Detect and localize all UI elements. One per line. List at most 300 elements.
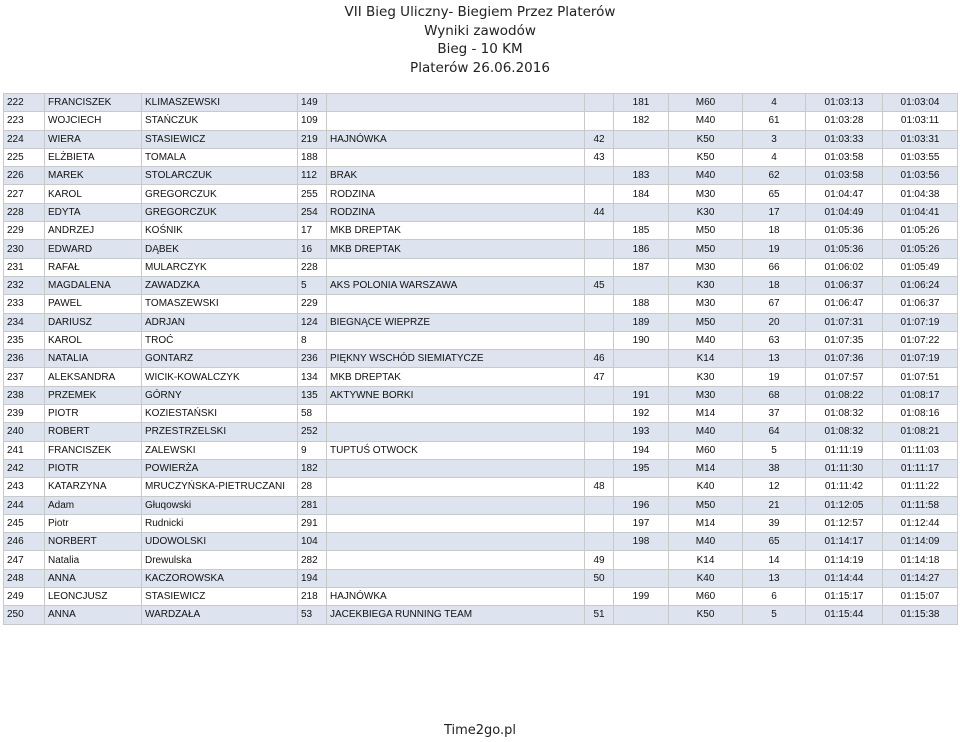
category-place-cell: 62 [743, 167, 806, 185]
gun-time-cell: 01:03:13 [806, 94, 883, 112]
last-name-cell: DĄBEK [142, 240, 298, 258]
women-place-cell: 45 [585, 276, 614, 294]
bib-number-cell: 228 [298, 258, 327, 276]
last-name-cell: TOMASZEWSKI [142, 295, 298, 313]
last-name-cell: Głuqowski [142, 496, 298, 514]
last-name-cell: KLIMASZEWSKI [142, 94, 298, 112]
table-row [4, 496, 958, 514]
place-cell: 231 [4, 258, 45, 276]
place-cell: 249 [4, 588, 45, 606]
net-time-cell: 01:11:22 [883, 478, 958, 496]
category-cell: M60 [669, 94, 743, 112]
table-row [4, 295, 958, 313]
bib-number-cell: 124 [298, 313, 327, 331]
first-name-cell: NORBERT [45, 533, 142, 551]
club-cell [327, 331, 585, 349]
category-place-cell: 13 [743, 569, 806, 587]
gun-time-cell: 01:07:35 [806, 331, 883, 349]
last-name-cell: MRUCZYŃSKA-PIETRUCZANI [142, 478, 298, 496]
bib-number-cell: 236 [298, 350, 327, 368]
place-cell: 233 [4, 295, 45, 313]
first-name-cell: EDYTA [45, 203, 142, 221]
first-name-cell: LEONCJUSZ [45, 588, 142, 606]
first-name-cell: PIOTR [45, 459, 142, 477]
open-place-cell [614, 130, 669, 148]
gun-time-cell: 01:06:37 [806, 276, 883, 294]
club-cell [327, 423, 585, 441]
gun-time-cell: 01:06:02 [806, 258, 883, 276]
open-place-cell: 189 [614, 313, 669, 331]
place-cell: 236 [4, 350, 45, 368]
bib-number-cell: 282 [298, 551, 327, 569]
open-place-cell [614, 368, 669, 386]
club-cell [327, 459, 585, 477]
table-row [4, 331, 958, 349]
club-cell [327, 569, 585, 587]
bib-number-cell: 28 [298, 478, 327, 496]
last-name-cell: Drewulska [142, 551, 298, 569]
club-cell: RODZINA [327, 203, 585, 221]
women-place-cell [585, 258, 614, 276]
open-place-cell: 185 [614, 222, 669, 240]
category-cell: K14 [669, 350, 743, 368]
gun-time-cell: 01:11:19 [806, 441, 883, 459]
women-place-cell [585, 112, 614, 130]
event-title: VII Bieg Uliczny- Biegiem Przez Platerów [344, 4, 616, 20]
net-time-cell: 01:08:16 [883, 405, 958, 423]
place-cell: 240 [4, 423, 45, 441]
women-place-cell [585, 423, 614, 441]
net-time-cell: 01:08:21 [883, 423, 958, 441]
women-place-cell [585, 459, 614, 477]
gun-time-cell: 01:12:05 [806, 496, 883, 514]
table-row [4, 276, 958, 294]
women-place-cell [585, 533, 614, 551]
women-place-cell [585, 405, 614, 423]
table-row [4, 313, 958, 331]
category-place-cell: 19 [743, 240, 806, 258]
club-cell [327, 94, 585, 112]
net-time-cell: 01:06:24 [883, 276, 958, 294]
net-time-cell: 01:05:26 [883, 222, 958, 240]
category-cell: K50 [669, 148, 743, 166]
category-place-cell: 68 [743, 386, 806, 404]
net-time-cell: 01:07:51 [883, 368, 958, 386]
first-name-cell: FRANCISZEK [45, 94, 142, 112]
bib-number-cell: 9 [298, 441, 327, 459]
bib-number-cell: 194 [298, 569, 327, 587]
results-header [0, 0, 960, 77]
category-cell: M40 [669, 533, 743, 551]
last-name-cell: PRZESTRZELSKI [142, 423, 298, 441]
open-place-cell: 198 [614, 533, 669, 551]
place-cell: 238 [4, 386, 45, 404]
last-name-cell: UDOWOLSKI [142, 533, 298, 551]
women-place-cell [585, 588, 614, 606]
women-place-cell: 42 [585, 130, 614, 148]
table-row [4, 405, 958, 423]
place-cell: 229 [4, 222, 45, 240]
place-cell: 227 [4, 185, 45, 203]
net-time-cell: 01:14:09 [883, 533, 958, 551]
first-name-cell: ANNA [45, 606, 142, 624]
category-place-cell: 17 [743, 203, 806, 221]
last-name-cell: GREGORCZUK [142, 203, 298, 221]
gun-time-cell: 01:03:58 [806, 167, 883, 185]
bib-number-cell: 104 [298, 533, 327, 551]
bib-number-cell: 255 [298, 185, 327, 203]
category-cell: M14 [669, 514, 743, 532]
bib-number-cell: 109 [298, 112, 327, 130]
open-place-cell [614, 148, 669, 166]
category-cell: M50 [669, 240, 743, 258]
club-cell: AKS POLONIA WARSZAWA [327, 276, 585, 294]
open-place-cell: 191 [614, 386, 669, 404]
open-place-cell: 181 [614, 94, 669, 112]
category-place-cell: 4 [743, 94, 806, 112]
bib-number-cell: 182 [298, 459, 327, 477]
net-time-cell: 01:11:17 [883, 459, 958, 477]
category-place-cell: 65 [743, 533, 806, 551]
first-name-cell: Adam [45, 496, 142, 514]
women-place-cell [585, 167, 614, 185]
open-place-cell: 182 [614, 112, 669, 130]
open-place-cell: 193 [614, 423, 669, 441]
last-name-cell: STASIEWICZ [142, 588, 298, 606]
bib-number-cell: 254 [298, 203, 327, 221]
category-place-cell: 63 [743, 331, 806, 349]
women-place-cell [585, 240, 614, 258]
last-name-cell: ADRJAN [142, 313, 298, 331]
place-cell: 243 [4, 478, 45, 496]
gun-time-cell: 01:15:17 [806, 588, 883, 606]
net-time-cell: 01:03:31 [883, 130, 958, 148]
bib-number-cell: 218 [298, 588, 327, 606]
table-row [4, 222, 958, 240]
category-place-cell: 61 [743, 112, 806, 130]
women-place-cell [585, 386, 614, 404]
open-place-cell: 184 [614, 185, 669, 203]
net-time-cell: 01:11:03 [883, 441, 958, 459]
net-time-cell: 01:15:07 [883, 588, 958, 606]
open-place-cell: 196 [614, 496, 669, 514]
category-place-cell: 3 [743, 130, 806, 148]
category-cell: M14 [669, 459, 743, 477]
gun-time-cell: 01:11:30 [806, 459, 883, 477]
table-row [4, 423, 958, 441]
bib-number-cell: 252 [298, 423, 327, 441]
last-name-cell: KOZIESTAŃSKI [142, 405, 298, 423]
place-cell: 225 [4, 148, 45, 166]
net-time-cell: 01:05:49 [883, 258, 958, 276]
category-place-cell: 18 [743, 276, 806, 294]
gun-time-cell: 01:05:36 [806, 222, 883, 240]
first-name-cell: PIOTR [45, 405, 142, 423]
category-cell: M30 [669, 185, 743, 203]
place-cell: 250 [4, 606, 45, 624]
net-time-cell: 01:11:58 [883, 496, 958, 514]
open-place-cell: 190 [614, 331, 669, 349]
gun-time-cell: 01:04:49 [806, 203, 883, 221]
open-place-cell: 187 [614, 258, 669, 276]
category-cell: M30 [669, 258, 743, 276]
last-name-cell: POWIERŻA [142, 459, 298, 477]
net-time-cell: 01:06:37 [883, 295, 958, 313]
table-row [4, 368, 958, 386]
place-cell: 241 [4, 441, 45, 459]
net-time-cell: 01:04:41 [883, 203, 958, 221]
last-name-cell: MULARCZYK [142, 258, 298, 276]
category-place-cell: 12 [743, 478, 806, 496]
table-row [4, 240, 958, 258]
club-cell: AKTYWNE BORKI [327, 386, 585, 404]
table-row [4, 167, 958, 185]
bib-number-cell: 134 [298, 368, 327, 386]
place-cell: 244 [4, 496, 45, 514]
category-place-cell: 13 [743, 350, 806, 368]
results-table [3, 93, 958, 625]
category-place-cell: 65 [743, 185, 806, 203]
women-place-cell [585, 331, 614, 349]
gun-time-cell: 01:08:22 [806, 386, 883, 404]
last-name-cell: KOŚNIK [142, 222, 298, 240]
first-name-cell: PAWEL [45, 295, 142, 313]
table-row [4, 606, 958, 624]
first-name-cell: WOJCIECH [45, 112, 142, 130]
last-name-cell: TOMALA [142, 148, 298, 166]
open-place-cell [614, 350, 669, 368]
bib-number-cell: 188 [298, 148, 327, 166]
category-cell: K30 [669, 368, 743, 386]
category-cell: M40 [669, 331, 743, 349]
women-place-cell: 48 [585, 478, 614, 496]
first-name-cell: ELŻBIETA [45, 148, 142, 166]
table-row [4, 203, 958, 221]
bib-number-cell: 112 [298, 167, 327, 185]
open-place-cell [614, 606, 669, 624]
bib-number-cell: 16 [298, 240, 327, 258]
gun-time-cell: 01:11:42 [806, 478, 883, 496]
bib-number-cell: 281 [298, 496, 327, 514]
category-cell: K50 [669, 606, 743, 624]
open-place-cell: 197 [614, 514, 669, 532]
table-row [4, 112, 958, 130]
place-cell: 245 [4, 514, 45, 532]
first-name-cell: ROBERT [45, 423, 142, 441]
women-place-cell: 43 [585, 148, 614, 166]
last-name-cell: TROĆ [142, 331, 298, 349]
net-time-cell: 01:14:27 [883, 569, 958, 587]
table-row [4, 514, 958, 532]
table-row [4, 478, 958, 496]
last-name-cell: STOLARCZUK [142, 167, 298, 185]
results-subtitle: Wyniki zawodów [424, 22, 536, 39]
category-place-cell: 6 [743, 588, 806, 606]
last-name-cell: Rudnicki [142, 514, 298, 532]
category-cell: K14 [669, 551, 743, 569]
place-cell: 246 [4, 533, 45, 551]
last-name-cell: WICIK-KOWALCZYK [142, 368, 298, 386]
women-place-cell: 49 [585, 551, 614, 569]
net-time-cell: 01:04:38 [883, 185, 958, 203]
open-place-cell [614, 276, 669, 294]
table-row [4, 569, 958, 587]
category-place-cell: 66 [743, 258, 806, 276]
club-cell [327, 405, 585, 423]
place-cell: 247 [4, 551, 45, 569]
net-time-cell: 01:07:19 [883, 350, 958, 368]
bib-number-cell: 149 [298, 94, 327, 112]
table-row [4, 258, 958, 276]
gun-time-cell: 01:08:32 [806, 405, 883, 423]
category-cell: M50 [669, 496, 743, 514]
category-place-cell: 37 [743, 405, 806, 423]
women-place-cell: 46 [585, 350, 614, 368]
women-place-cell: 44 [585, 203, 614, 221]
club-cell [327, 112, 585, 130]
women-place-cell: 51 [585, 606, 614, 624]
net-time-cell: 01:12:44 [883, 514, 958, 532]
table-row [4, 551, 958, 569]
category-place-cell: 4 [743, 148, 806, 166]
first-name-cell: Piotr [45, 514, 142, 532]
last-name-cell: STAŃCZUK [142, 112, 298, 130]
last-name-cell: KACZOROWSKA [142, 569, 298, 587]
gun-time-cell: 01:03:33 [806, 130, 883, 148]
net-time-cell: 01:03:55 [883, 148, 958, 166]
place-cell: 234 [4, 313, 45, 331]
last-name-cell: ZALEWSKI [142, 441, 298, 459]
bib-number-cell: 53 [298, 606, 327, 624]
category-cell: M14 [669, 405, 743, 423]
place-cell: 242 [4, 459, 45, 477]
category-place-cell: 20 [743, 313, 806, 331]
net-time-cell: 01:15:38 [883, 606, 958, 624]
open-place-cell: 195 [614, 459, 669, 477]
category-cell: M40 [669, 423, 743, 441]
place-cell: 239 [4, 405, 45, 423]
gun-time-cell: 01:14:44 [806, 569, 883, 587]
category-place-cell: 14 [743, 551, 806, 569]
place-cell: 248 [4, 569, 45, 587]
club-cell: BRAK [327, 167, 585, 185]
net-time-cell: 01:14:18 [883, 551, 958, 569]
women-place-cell [585, 222, 614, 240]
women-place-cell: 47 [585, 368, 614, 386]
table-row [4, 185, 958, 203]
place-cell: 237 [4, 368, 45, 386]
table-row [4, 350, 958, 368]
event-place-date: Platerów 26.06.2016 [410, 59, 550, 76]
category-cell: K30 [669, 203, 743, 221]
net-time-cell: 01:05:26 [883, 240, 958, 258]
category-cell: K30 [669, 276, 743, 294]
gun-time-cell: 01:07:31 [806, 313, 883, 331]
first-name-cell: ALEKSANDRA [45, 368, 142, 386]
first-name-cell: EDWARD [45, 240, 142, 258]
gun-time-cell: 01:03:28 [806, 112, 883, 130]
club-cell: BIEGNĄCE WIEPRZE [327, 313, 585, 331]
women-place-cell [585, 185, 614, 203]
category-cell: M30 [669, 295, 743, 313]
open-place-cell: 183 [614, 167, 669, 185]
first-name-cell: KATARZYNA [45, 478, 142, 496]
first-name-cell: DARIUSZ [45, 313, 142, 331]
place-cell: 230 [4, 240, 45, 258]
place-cell: 223 [4, 112, 45, 130]
bib-number-cell: 291 [298, 514, 327, 532]
last-name-cell: GÓRNY [142, 386, 298, 404]
gun-time-cell: 01:07:57 [806, 368, 883, 386]
club-cell [327, 533, 585, 551]
club-cell: MKB DREPTAK [327, 240, 585, 258]
club-cell [327, 478, 585, 496]
gun-time-cell: 01:14:17 [806, 533, 883, 551]
category-place-cell: 18 [743, 222, 806, 240]
club-cell [327, 496, 585, 514]
category-place-cell: 5 [743, 441, 806, 459]
category-cell: M40 [669, 167, 743, 185]
net-time-cell: 01:03:04 [883, 94, 958, 112]
category-cell: M50 [669, 222, 743, 240]
category-place-cell: 64 [743, 423, 806, 441]
category-cell: M40 [669, 112, 743, 130]
first-name-cell: MAGDALENA [45, 276, 142, 294]
net-time-cell: 01:08:17 [883, 386, 958, 404]
club-cell [327, 551, 585, 569]
open-place-cell [614, 551, 669, 569]
table-row [4, 386, 958, 404]
club-cell: RODZINA [327, 185, 585, 203]
category-place-cell: 67 [743, 295, 806, 313]
open-place-cell: 194 [614, 441, 669, 459]
bib-number-cell: 229 [298, 295, 327, 313]
category-place-cell: 5 [743, 606, 806, 624]
category-cell: M60 [669, 441, 743, 459]
bib-number-cell: 8 [298, 331, 327, 349]
gun-time-cell: 01:03:58 [806, 148, 883, 166]
first-name-cell: ANNA [45, 569, 142, 587]
women-place-cell [585, 441, 614, 459]
women-place-cell [585, 496, 614, 514]
category-cell: M30 [669, 386, 743, 404]
first-name-cell: MAREK [45, 167, 142, 185]
women-place-cell [585, 94, 614, 112]
bib-number-cell: 219 [298, 130, 327, 148]
table-row [4, 441, 958, 459]
category-cell: M50 [669, 313, 743, 331]
category-place-cell: 38 [743, 459, 806, 477]
net-time-cell: 01:07:19 [883, 313, 958, 331]
category-place-cell: 19 [743, 368, 806, 386]
last-name-cell: GONTARZ [142, 350, 298, 368]
club-cell: TUPTUŚ OTWOCK [327, 441, 585, 459]
last-name-cell: GREGORCZUK [142, 185, 298, 203]
first-name-cell: RAFAŁ [45, 258, 142, 276]
last-name-cell: ZAWADZKA [142, 276, 298, 294]
club-cell: HAJNÓWKA [327, 130, 585, 148]
club-cell: MKB DREPTAK [327, 368, 585, 386]
women-place-cell [585, 295, 614, 313]
open-place-cell: 186 [614, 240, 669, 258]
open-place-cell [614, 478, 669, 496]
category-cell: K40 [669, 569, 743, 587]
place-cell: 222 [4, 94, 45, 112]
first-name-cell: Natalia [45, 551, 142, 569]
gun-time-cell: 01:15:44 [806, 606, 883, 624]
category-place-cell: 39 [743, 514, 806, 532]
club-cell: PIĘKNY WSCHÓD SIEMIATYCZE [327, 350, 585, 368]
